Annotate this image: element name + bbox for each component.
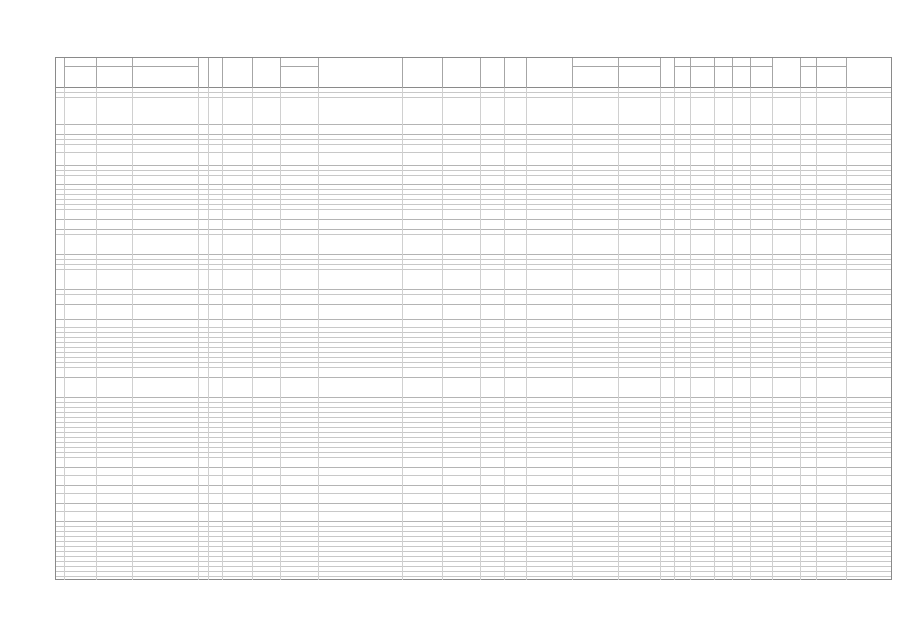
column-divider (208, 88, 209, 580)
column-divider (816, 88, 817, 580)
table-row (56, 486, 891, 494)
column-divider (800, 88, 801, 580)
table-row (56, 494, 891, 504)
header-column-divider (222, 58, 223, 88)
header-column-divider (504, 58, 505, 88)
header-column-divider (526, 58, 527, 88)
register-table (55, 57, 892, 580)
table-row (56, 235, 891, 255)
header-group-rule (800, 66, 846, 67)
header-column-divider (96, 58, 97, 88)
table-row (56, 504, 891, 512)
header-column-divider (846, 58, 847, 88)
header-column-divider (64, 58, 65, 88)
header-group-rule (674, 66, 772, 67)
header-column-divider (280, 58, 281, 88)
column-divider (690, 88, 691, 580)
table-row (56, 125, 891, 135)
column-divider (750, 88, 751, 580)
header-column-divider (674, 58, 675, 88)
header-column-divider (800, 58, 801, 88)
table-row (56, 577, 891, 580)
column-divider (96, 88, 97, 580)
table-row (56, 468, 891, 476)
column-divider (222, 88, 223, 580)
table-row (56, 98, 891, 125)
header-column-divider (714, 58, 715, 88)
column-divider (618, 88, 619, 580)
table-row (56, 153, 891, 166)
column-divider (402, 88, 403, 580)
header-group-rule (64, 66, 198, 67)
table-row (56, 378, 891, 398)
header-column-divider (132, 58, 133, 88)
header-column-divider (618, 58, 619, 88)
column-divider (674, 88, 675, 580)
header-column-divider (732, 58, 733, 88)
header-column-divider (750, 58, 751, 88)
column-divider (132, 88, 133, 580)
column-divider (280, 88, 281, 580)
header-column-divider (480, 58, 481, 88)
table-row (56, 458, 891, 468)
column-divider (772, 88, 773, 580)
column-divider (252, 88, 253, 580)
header-column-divider (772, 58, 773, 88)
column-divider (846, 88, 847, 580)
table-row (56, 176, 891, 185)
table-row (56, 320, 891, 328)
table-row (56, 305, 891, 320)
header-column-divider (572, 58, 573, 88)
column-divider (318, 88, 319, 580)
header-column-divider (198, 58, 199, 88)
header-column-divider (442, 58, 443, 88)
table-row (56, 512, 891, 522)
column-divider (504, 88, 505, 580)
header-column-divider (660, 58, 661, 88)
table-row (56, 270, 891, 290)
header-column-divider (402, 58, 403, 88)
column-divider (64, 88, 65, 580)
table-row (56, 220, 891, 230)
table-row (56, 145, 891, 153)
header-group-rule (280, 66, 318, 67)
column-divider (198, 88, 199, 580)
header-column-divider (208, 58, 209, 88)
header-column-divider (252, 58, 253, 88)
table-row (56, 476, 891, 486)
header-group-rule (572, 66, 660, 67)
table-row (56, 368, 891, 378)
column-divider (526, 88, 527, 580)
table-header (56, 58, 891, 88)
table-row (56, 210, 891, 220)
table-row (56, 295, 891, 305)
table-body (56, 88, 891, 580)
header-column-divider (690, 58, 691, 88)
column-divider (732, 88, 733, 580)
column-divider (572, 88, 573, 580)
column-divider (660, 88, 661, 580)
column-divider (442, 88, 443, 580)
column-divider (480, 88, 481, 580)
column-divider (714, 88, 715, 580)
header-column-divider (318, 58, 319, 88)
header-column-divider (816, 58, 817, 88)
